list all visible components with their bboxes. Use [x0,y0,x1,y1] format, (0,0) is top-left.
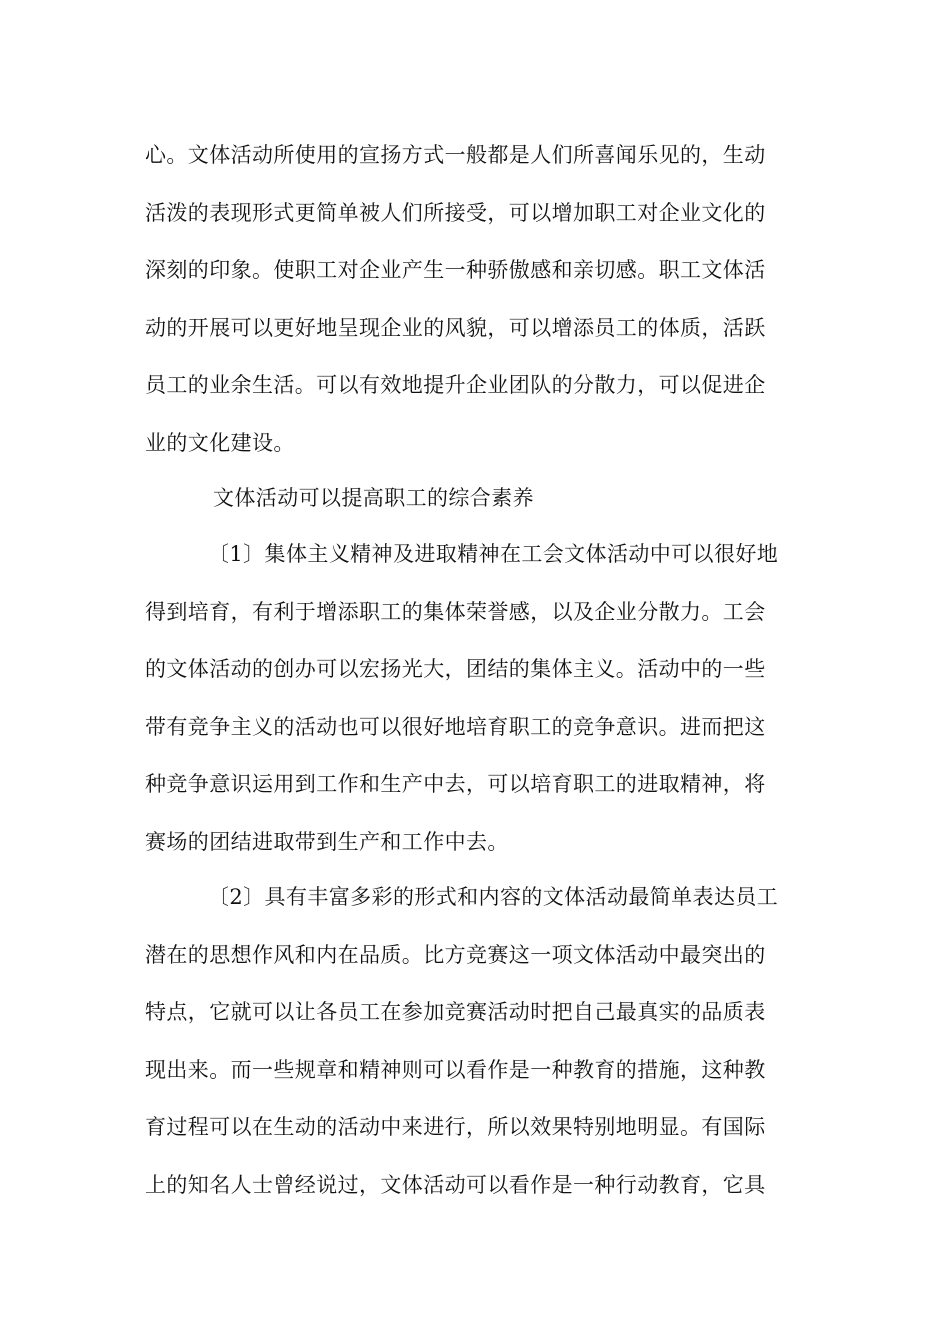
paragraph-line: 种竞争意识运用到工作和生产中去，可以培育职工的进取精神，将 [145,772,766,797]
section-heading-text: 文体活动可以提高职工的综合素养 [213,486,534,510]
paragraph-2 [145,526,807,872]
paragraph-line: 得到培育，有利于增添职工的集体荣誉感，以及企业分散力。工会 [145,599,766,624]
paragraph-line: 现出来。而一些规章和精神则可以看作是一种教育的措施，这种教 [145,1057,766,1082]
paragraph-line: 育过程可以在生动的活动中来进行，所以效果特别地明显。有国际 [145,1115,766,1140]
paragraph-line: 活泼的表现形式更简单被人们所接受，可以增加职工对企业文化的 [145,200,766,225]
section-heading [213,470,773,528]
paragraph-line: 上的知名人士曾经说过，文体活动可以看作是一种行动教育，它具 [145,1172,766,1197]
paragraph-line: 深刻的印象。使职工对企业产生一种骄傲感和亲切感。职工文体活 [145,258,766,283]
paragraph-line: 〔1〕集体主义精神及进取精神在工会文体活动中可以很好地 [208,542,779,566]
paragraph-line: 心。文体活动所使用的宣扬方式一般都是人们所喜闻乐见的，生动 [145,143,766,167]
paragraph-line: 员工的业余生活。可以有效地提升企业团队的分散力，可以促进企 [145,373,766,398]
paragraph-line: 业的文化建设。 [145,430,295,455]
paragraph-3 [145,869,807,1215]
paragraph-line: 赛场的团结进取带到生产和工作中去。 [145,829,509,854]
paragraph-line: 带有竞争主义的活动也可以很好地培育职工的竞争意识。进而把这 [145,714,766,739]
paragraph-line: 潜在的思想作风和内在品质。比方竞赛这一项文体活动中最突出的 [145,942,766,967]
paragraph-line: 动的开展可以更好地呈现企业的风貌，可以增添员工的体质，活跃 [145,315,766,340]
paragraph-line: 特点，它就可以让各员工在参加竞赛活动时把自己最真实的品质表 [145,1000,766,1025]
paragraph-line: 的文体活动的创办可以宏扬光大，团结的集体主义。活动中的一些 [145,657,766,682]
paragraph-line: 〔2〕具有丰富多彩的形式和内容的文体活动最简单表达员工 [208,885,779,909]
paragraph-1 [145,127,807,473]
